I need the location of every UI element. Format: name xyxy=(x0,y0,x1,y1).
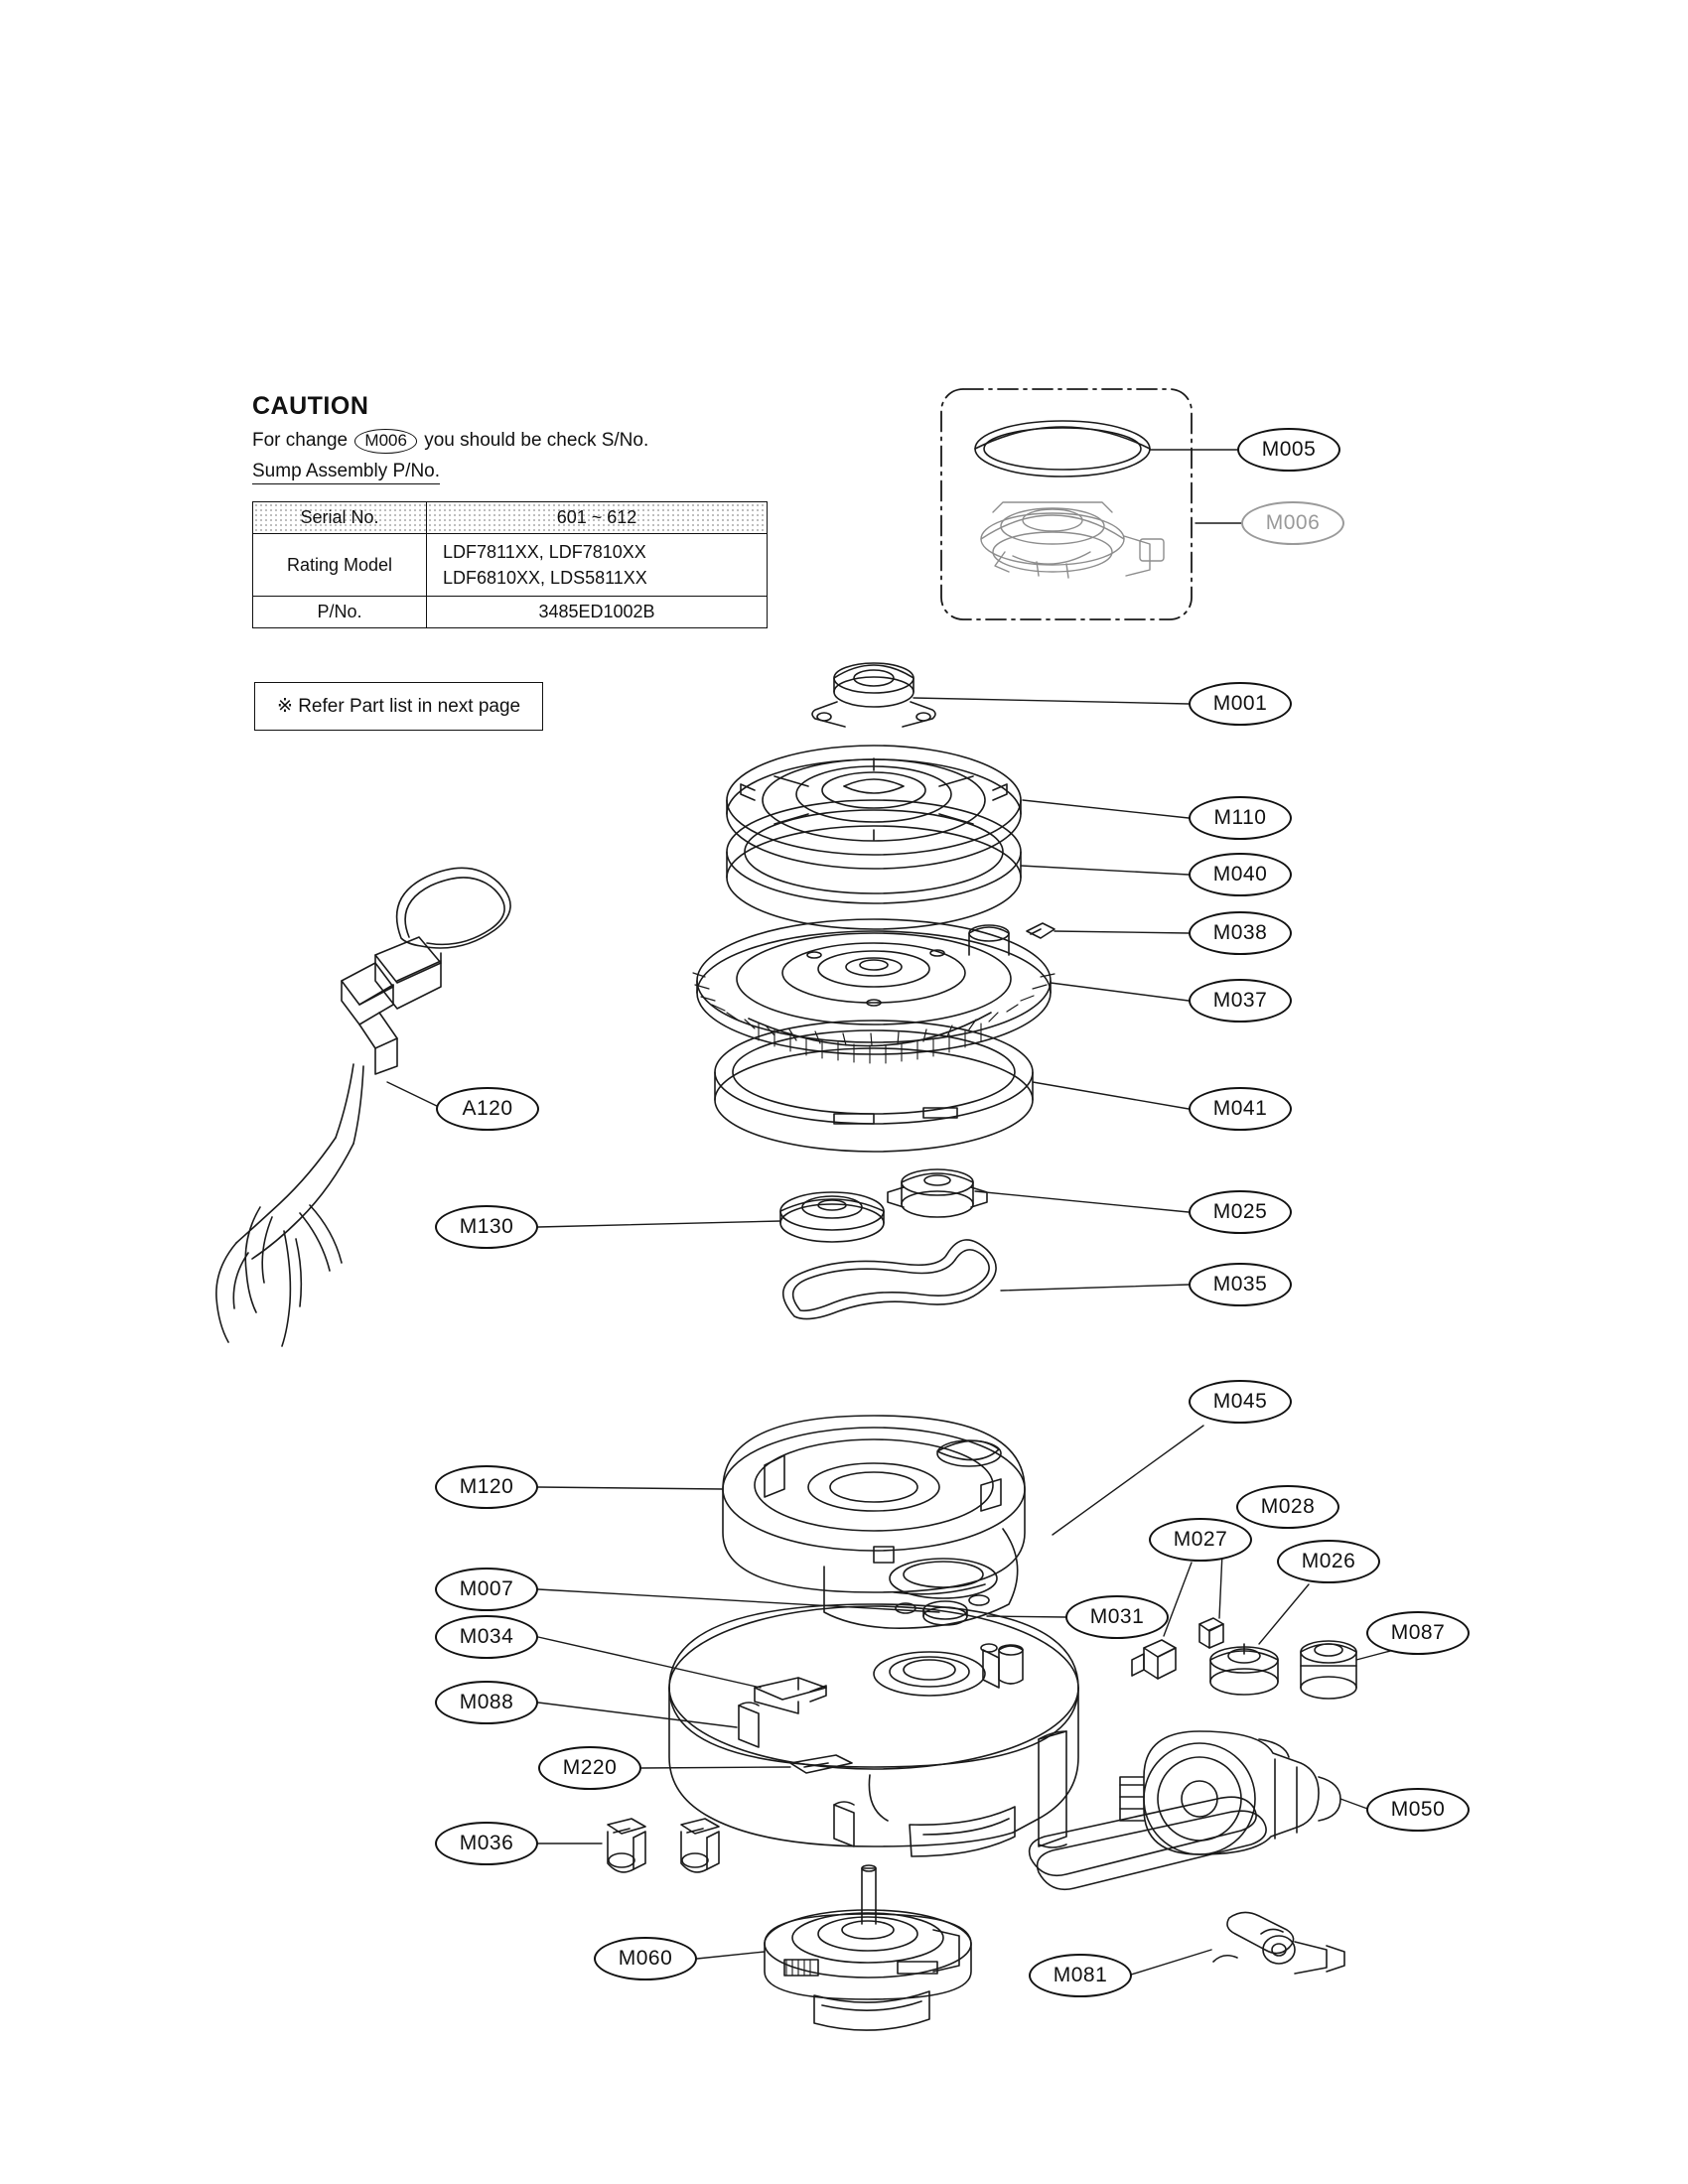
callout-bubble-m026 xyxy=(1277,1540,1380,1583)
caution-subtitle: Sump Assembly P/No. xyxy=(252,461,440,484)
table-row xyxy=(253,534,768,597)
refer-part-list-note: ※ Refer Part list in next page xyxy=(254,682,543,731)
callout-label: M088 xyxy=(459,1691,514,1713)
callout-label: M041 xyxy=(1212,1097,1268,1120)
callout-label: M007 xyxy=(459,1577,514,1600)
callout-bubble-m031 xyxy=(1065,1595,1169,1639)
callout-label: M036 xyxy=(459,1832,514,1854)
model-line-2: LDF6810XX, LDS5811XX xyxy=(443,568,647,589)
callout-label: M038 xyxy=(1212,921,1268,944)
callout-bubble-m001 xyxy=(1189,682,1292,726)
callout-label: M040 xyxy=(1212,863,1268,886)
callout-label: M001 xyxy=(1212,692,1268,715)
caution-text-line xyxy=(252,429,648,454)
callout-bubble-m025 xyxy=(1189,1190,1292,1234)
callout-bubble-a120 xyxy=(436,1087,539,1131)
callout-label: M005 xyxy=(1261,438,1317,461)
spec-label-rating-model: Rating Model xyxy=(253,534,427,597)
spec-value-rating-model xyxy=(427,534,768,597)
callout-label: M060 xyxy=(618,1947,673,1970)
caution-part-bubble-m006: M006 xyxy=(354,429,417,454)
callout-label: M037 xyxy=(1212,989,1268,1012)
callout-bubble-m130 xyxy=(435,1205,538,1249)
callout-bubble-m028 xyxy=(1236,1485,1339,1529)
sump-assembly-spec-table xyxy=(252,501,768,628)
callout-label: M027 xyxy=(1173,1528,1228,1551)
table-row xyxy=(253,597,768,628)
callout-bubble-m088 xyxy=(435,1681,538,1724)
callout-bubble-m036 xyxy=(435,1822,538,1865)
callout-bubble-m045 xyxy=(1189,1380,1292,1424)
callout-label: M087 xyxy=(1390,1621,1446,1644)
callout-bubble-m034 xyxy=(435,1615,538,1659)
callout-bubble-m006 xyxy=(1241,501,1344,545)
callout-label: M025 xyxy=(1212,1200,1268,1223)
callout-label: A120 xyxy=(462,1097,513,1120)
callout-bubble-m087 xyxy=(1366,1611,1470,1655)
callout-bubble-m220 xyxy=(538,1746,641,1790)
spec-value-pno: 3485ED1002B xyxy=(427,597,768,628)
callout-bubble-m038 xyxy=(1189,911,1292,955)
callout-bubble-m035 xyxy=(1189,1263,1292,1306)
callout-label: M120 xyxy=(459,1475,514,1498)
callout-label: M130 xyxy=(459,1215,514,1238)
spec-label-pno: P/No. xyxy=(253,597,427,628)
caution-heading: CAUTION xyxy=(252,392,369,420)
callout-bubble-m110 xyxy=(1189,796,1292,840)
callout-bubble-m007 xyxy=(435,1568,538,1611)
table-row xyxy=(253,502,768,534)
callout-bubble-m050 xyxy=(1366,1788,1470,1832)
callout-bubble-m060 xyxy=(594,1937,697,1980)
callout-label: M110 xyxy=(1213,806,1267,829)
callout-bubble-m027 xyxy=(1149,1518,1252,1562)
callout-label: M031 xyxy=(1089,1605,1145,1628)
callout-label: M035 xyxy=(1212,1273,1268,1296)
callout-label: M006 xyxy=(1265,511,1321,534)
callout-label: M028 xyxy=(1260,1495,1316,1518)
callout-label: M050 xyxy=(1390,1798,1446,1821)
callout-label: M034 xyxy=(459,1625,514,1648)
callout-label: M045 xyxy=(1212,1390,1268,1413)
caution-text-suffix: you should be check S/No. xyxy=(424,430,649,451)
spec-label-serial: Serial No. xyxy=(253,502,427,534)
callout-label: M026 xyxy=(1301,1550,1356,1572)
spec-value-serial: 601 ~ 612 xyxy=(427,502,768,534)
callout-bubble-m041 xyxy=(1189,1087,1292,1131)
callout-label: M220 xyxy=(562,1756,618,1779)
callout-bubble-m040 xyxy=(1189,853,1292,896)
callout-bubble-m005 xyxy=(1237,428,1340,472)
model-line-1: LDF7811XX, LDF7810XX xyxy=(443,542,646,562)
callout-bubble-m081 xyxy=(1029,1954,1132,1997)
callout-label: M081 xyxy=(1053,1964,1108,1986)
callout-bubble-m037 xyxy=(1189,979,1292,1023)
caution-text-prefix: For change xyxy=(252,430,349,451)
callout-bubble-m120 xyxy=(435,1465,538,1509)
